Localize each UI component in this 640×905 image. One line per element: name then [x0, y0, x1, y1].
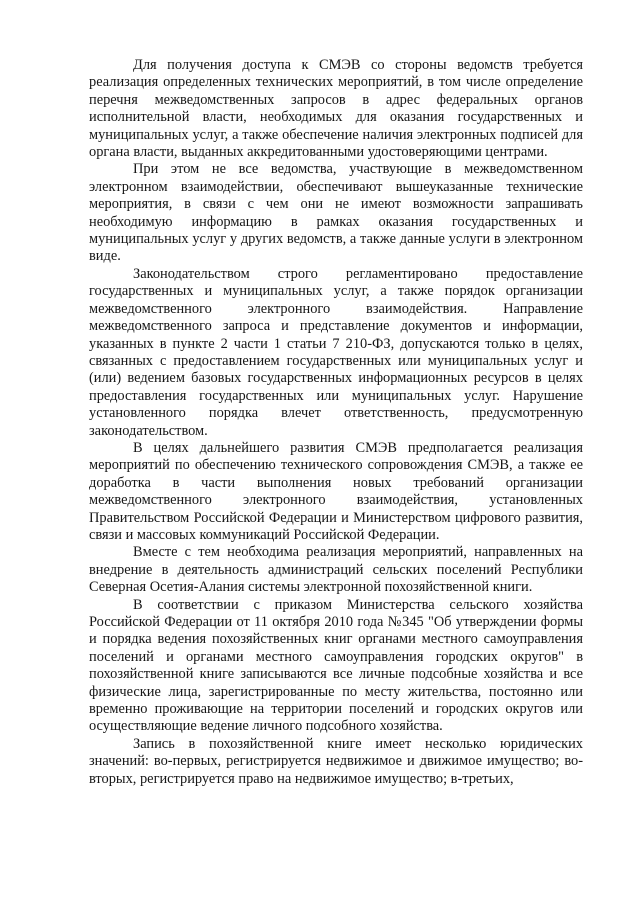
paragraph-household-book-system: Вместе с тем необходима реализация мероприятий, направленных на внедрение в деятельность администраций сельских поселений Республики Северная Осетия-Алания системы электронной похозяйственной книги.: [89, 544, 583, 596]
paragraph-ministry-order: В соответствии с приказом Министерства сельского хозяйства Российской Федерации от 11 октября 2010 года №345 "Об утверждении формы и порядка ведения похозяйственных книг органами местного самоуправления поселений и органами местного самоуправления городских округов" в похозяйственной книге записываются все личные подсобные хозяйства и все физические лица, зарегистрированные по месту жительства, постоянно или временно проживающие на территории поселений и городских округов или осуществляющие ведение личного подсобного хозяйства.: [89, 596, 583, 735]
paragraph-legislation: Законодательством строго регламентировано предоставление государственных и муниципальных услуг, а также порядок организации межведомственного электронного взаимодействия. Направление межведомственного запроса и представление документов и информации, указанных в пункте 2 части 1 статьи 7 210-ФЗ, допускаются только в целях, связанных с предоставлением государственных или муниципальных услуг и (или) ведением базовых государственных информационных ресурсов в целях предоставления государственных или муниципальных услуг. Нарушение установленного порядка влечет ответственность, предусмотренную законодательством.: [89, 265, 583, 439]
document-page: [89, 57, 583, 788]
paragraph-legal-significance: Запись в похозяйственной книге имеет несколько юридических значений: во-первых, регистрируется недвижимое и движимое имущество; во-вторых, регистрируется право на недвижимое имущество; в-третьих,: [89, 735, 583, 787]
paragraph-smev-access: Для получения доступа к СМЭВ со стороны ведомств требуется реализация определенных технических мероприятий, в том числе определение перечня межведомственных запросов в адрес федеральных органов исполнительной власти, необходимых для оказания государственных и муниципальных услуг, а также обеспечение наличия электронных подписей для органа власти, выданных аккредитованными удостоверяющими центрами.: [89, 57, 583, 161]
paragraph-smev-development: В целях дальнейшего развития СМЭВ предполагается реализация мероприятий по обеспечению технического сопровождения СМЭВ, а также ее доработка в части выполнения новых требований организации межведомственного электронного взаимодействия, установленных Правительством Российской Федерации и Министерством цифрового развития, связи и массовых коммуникаций Российской Федерации.: [89, 439, 583, 543]
paragraph-agencies-participation: При этом не все ведомства, участвующие в межведомственном электронном взаимодействии, обеспечивают вышеуказанные технические мероприятия, в связи с чем они не имеют возможности запрашивать необходимую информацию в рамках оказания государственных и муниципальных услуг у других ведомств, а также данные услуги в электронном виде.: [89, 161, 583, 265]
